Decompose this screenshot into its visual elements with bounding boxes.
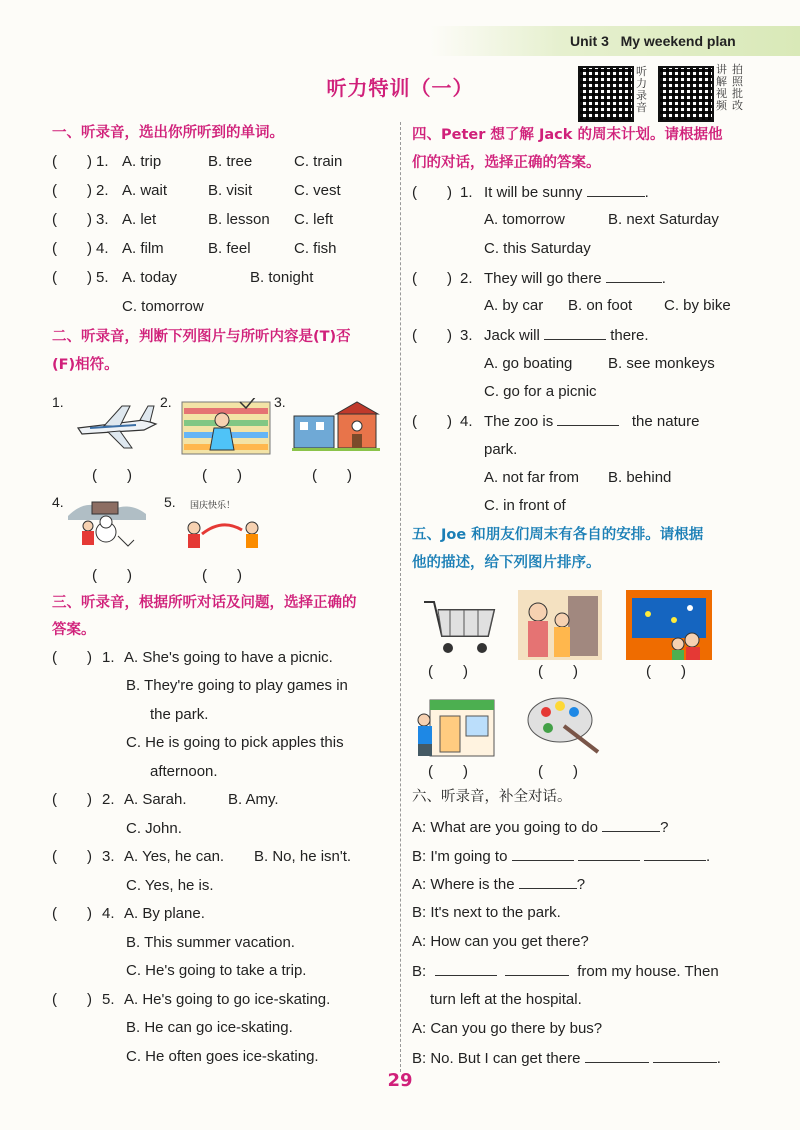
answer-paren[interactable]: ( ) <box>538 663 578 680</box>
picture-number: 2. <box>160 394 172 410</box>
answer-paren[interactable]: ( ) <box>646 663 686 680</box>
dialogue-line: A: Can you go there by bus? <box>412 1020 603 1037</box>
question: ( ) 4. The zoo is the nature <box>412 413 700 430</box>
question: ( ) 3. A. Yes, he can. B. No, he isn't. <box>52 848 352 865</box>
option: C. Yes, he is. <box>126 877 214 894</box>
list-item: ( ) 3. A. let B. lesson C. left <box>52 211 334 228</box>
qr-code[interactable] <box>578 66 634 122</box>
option: the park. <box>150 706 209 723</box>
page-number: 29 <box>387 1070 413 1091</box>
unit-header: Unit 3 My weekend plan <box>570 33 736 49</box>
picture-number: 1. <box>52 394 64 410</box>
list-item: ( ) 1. A. trip B. tree C. train <box>52 153 343 170</box>
school-building-picture <box>292 400 380 452</box>
celebration-banner: 国庆快乐！ <box>190 501 236 511</box>
dialogue-line: A: What are you going to do ? <box>412 819 669 836</box>
section-3-heading: 答案。 <box>52 622 96 638</box>
option: B. They're going to play games in <box>126 677 348 694</box>
option: C. in front of <box>484 497 566 514</box>
option: B. This summer vacation. <box>126 934 295 951</box>
paint-palette-picture <box>524 690 604 756</box>
qr-label: 拍照批改 <box>732 63 743 112</box>
option: C. go for a picnic <box>484 383 597 400</box>
option-row: A. tomorrow B. next Saturday <box>484 211 719 228</box>
dialogue-line: B: It's next to the park. <box>412 904 561 921</box>
answer-paren[interactable]: ( ) <box>92 567 132 584</box>
section-2-heading: 二、听录音，判断下列图片与所听内容是(T)否 <box>52 329 351 345</box>
qr-code[interactable] <box>658 66 714 122</box>
section-4-heading: 们的对话，选择正确的答案。 <box>412 155 601 171</box>
question: ( ) 4. A. By plane. <box>52 905 205 922</box>
option: B. He can go ice-skating. <box>126 1019 293 1036</box>
page-title: 听力特训（一） <box>326 76 474 100</box>
option-row: A. not far from B. behind <box>484 469 672 486</box>
qr-label: 听力录音 <box>636 65 647 114</box>
option: C. John. <box>126 820 182 837</box>
aquarium-picture <box>626 590 712 660</box>
answer-paren[interactable]: ( ) <box>202 567 242 584</box>
snow-kids-picture <box>68 496 146 556</box>
shop-boy-picture <box>410 698 496 758</box>
question: ( ) 2. They will go there . <box>412 270 666 287</box>
dialogue-line: A: Where is the ? <box>412 876 586 893</box>
answer-paren[interactable]: ( ) <box>312 467 352 484</box>
dialogue-line: B: from my house. Then <box>412 963 719 980</box>
list-item: ( ) 5. A. today B. tonight <box>52 269 314 286</box>
option: C. He is going to pick apples this <box>126 734 344 751</box>
list-item: ( ) 4. A. film B. feel C. fish <box>52 240 337 257</box>
question: ( ) 1. A. She's going to have a picnic. <box>52 649 333 666</box>
option-row: A. go boating B. see monkeys <box>484 355 715 372</box>
answer-paren[interactable]: ( ) <box>428 663 468 680</box>
list-item: C. tomorrow <box>122 298 204 315</box>
section-2-heading: (F)相符。 <box>52 357 119 373</box>
picture-number: 5. <box>164 494 176 510</box>
question: ( ) 5. A. He's going to go ice-skating. <box>52 991 331 1008</box>
dialogue-line: turn left at the hospital. <box>430 991 582 1008</box>
answer-paren[interactable]: ( ) <box>428 763 468 780</box>
answer-paren[interactable]: ( ) <box>92 467 132 484</box>
section-3-heading: 三、听录音，根据所听对话及问题，选择正确的 <box>52 595 357 611</box>
dialogue-line: A: How can you get there? <box>412 933 589 950</box>
section-5-heading: 他的描述，给下列图片排序。 <box>412 555 601 571</box>
option: C. He often goes ice-skating. <box>126 1048 319 1065</box>
option-row: A. by car B. on foot C. by bike <box>484 297 731 314</box>
airplane-picture <box>74 398 158 452</box>
dialogue-line: B: I'm going to . <box>412 848 711 865</box>
option: afternoon. <box>150 763 218 780</box>
visit-grandparents-picture <box>518 590 602 660</box>
picture-number: 4. <box>52 494 64 510</box>
question: ( ) 2. A. Sarah. B. Amy. <box>52 791 279 808</box>
answer-paren[interactable]: ( ) <box>202 467 242 484</box>
dialogue-line: B: No. But I can get there . <box>412 1050 721 1067</box>
national-day-picture <box>182 514 266 556</box>
question: ( ) 3. Jack will there. <box>412 327 649 344</box>
list-item: ( ) 2. A. wait B. visit C. vest <box>52 182 341 199</box>
supermarket-girl-picture <box>180 398 272 456</box>
answer-paren[interactable]: ( ) <box>538 763 578 780</box>
option: C. this Saturday <box>484 240 591 257</box>
picture-number: 3. <box>274 394 286 410</box>
question: ( ) 1. It will be sunny . <box>412 184 649 201</box>
shopping-cart-picture <box>420 596 500 658</box>
qr-label: 讲解视频 <box>716 63 727 112</box>
section-5-heading: 五、Joe 和朋友们周末有各自的安排。请根据 <box>412 527 704 543</box>
section-4-heading: 四、Peter 想了解 Jack 的周末计划。请根据他 <box>412 127 723 143</box>
option: C. He's going to take a trip. <box>126 962 307 979</box>
section-6-heading: 六、听录音，补全对话。 <box>412 789 572 805</box>
column-divider <box>400 122 401 1072</box>
question-cont: park. <box>484 441 518 458</box>
section-1-heading: 一、听录音，选出你所听到的单词。 <box>52 125 284 141</box>
